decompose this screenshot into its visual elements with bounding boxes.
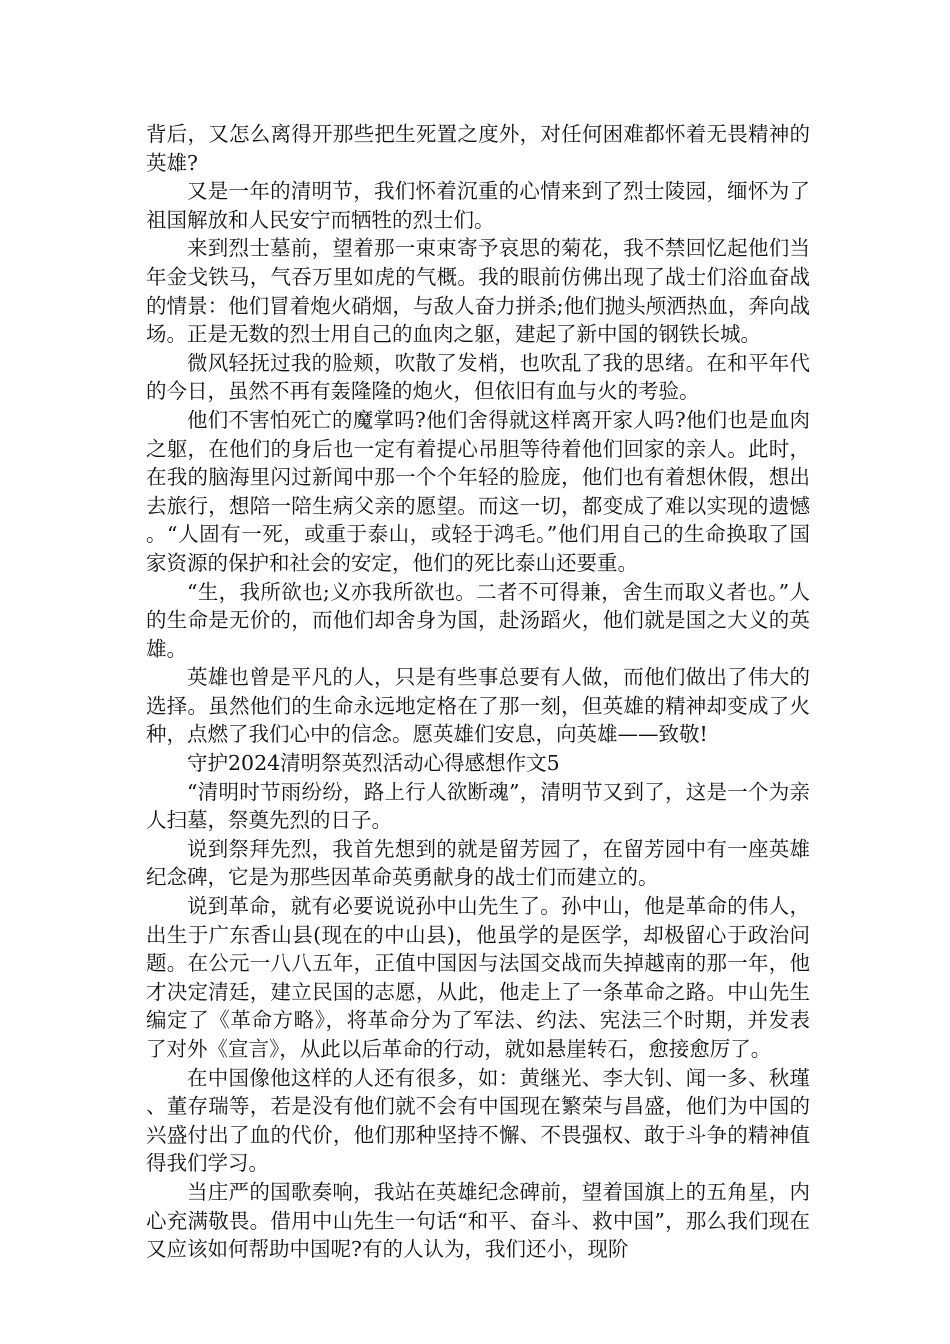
paragraph-11: 在中国像他这样的人还有很多，如：黄继光、李大钊、闻一多、秋瑾、董存瑞等，若是没有他们就不会有中国现在繁荣与昌盛，他们为中国的兴盛付出了血的代价，他们那种坚持不懈、不畏强权、敢于斗争的精神值得我们学习。 [146,1065,810,1176]
paragraph-9: 说到祭拜先烈，我首先想到的就是留芳园了，在留芳园中有一座英雄纪念碑，它是为那些因革命英勇献身的战士们而建立的。 [146,836,810,890]
paragraph-10: 说到革命，就有必要说说孙中山先生了。孙中山，他是革命的伟人，出生于广东香山县(现在的中山县)，他虽学的是医学，却极留心于政治问题。在公元一八八五年，正值中国因与法国交战而失掉越南的那一年，他才决定清廷，建立民国的志愿，从此，他走上了一条革命之路。中山先生编定了《革命方略》，将革命分为了军法、约法、宪法三个时期，并发表了对外《宣言》，从此以后革命的行动，就如悬崖转石，愈接愈厉了。 [146,894,810,1061]
paragraph-6: “生，我所欲也;义亦我所欲也。二者不可得兼，舍生而取义者也。”人的生命是无价的，而他们却舍身为国，赴汤蹈火，他们就是国之大义的英雄。 [146,579,810,661]
document-body [146,120,810,1264]
paragraph-12: 当庄严的国歌奏响，我站在英雄纪念碑前，望着国旗上的五角星，内心充满敬畏。借用中山先生一句话“和平、奋斗、救中国”，那么我们现在又应该如何帮助中国呢?有的人认为，我们还小，现阶 [146,1179,810,1262]
paragraph-5: 他们不害怕死亡的魔掌吗?他们舍得就这样离开家人吗?他们也是血肉之躯，在他们的身后也一定有着提心吊胆等待着他们回家的亲人。此时，在我的脑海里闪过新闻中那一个个年轻的脸庞，他们也有着想休假，想出去旅行，想陪一陪生病父亲的愿望。而这一切，都变成了难以实现的遗憾。“人固有一死，或重于泰山，或轻于鸿毛。”他们用自己的生命换取了国家资源的保护和社会的安定，他们的死比泰山还要重。 [146,407,810,575]
paragraph-7: 英雄也曾是平凡的人，只是有些事总要有人做，而他们做出了伟大的选择。虽然他们的生命永远地定格在了那一刻，但英雄的精神却变成了火种，点燃了我们心中的信念。愿英雄们安息，向英雄——致敬! [146,665,810,747]
paragraph-1: 背后，又怎么离得开那些把生死置之度外，对任何困难都怀着无畏精神的英雄? [146,122,810,175]
section-title: 守护2024清明祭英烈活动心得感想作文5 [187,751,560,776]
paragraph-2: 又是一年的清明节，我们怀着沉重的心情来到了烈士陵园，缅怀为了祖国解放和人民安宁而牺牲的烈士们。 [146,179,810,232]
paragraph-4: 微风轻抚过我的脸颊，吹散了发梢，也吹乱了我的思绪。在和平年代的今日，虽然不再有轰隆隆的炮火，但依旧有血与火的考验。 [146,350,810,404]
paragraph-8: “清明时节雨纷纷，路上行人欲断魂”，清明节又到了，这是一个为亲人扫墓，祭奠先烈的日子。 [146,779,810,833]
paragraph-3: 来到烈士墓前，望着那一束束寄予哀思的菊花，我不禁回忆起他们当年金戈铁马，气吞万里如虎的气概。我的眼前仿佛出现了战士们浴血奋战的情景：他们冒着炮火硝烟，与敌人奋力拼杀;他们抛头颅洒热血，奔向战场。正是无数的烈士用自己的血肉之躯，建起了新中国的钢铁长城。 [146,236,810,347]
